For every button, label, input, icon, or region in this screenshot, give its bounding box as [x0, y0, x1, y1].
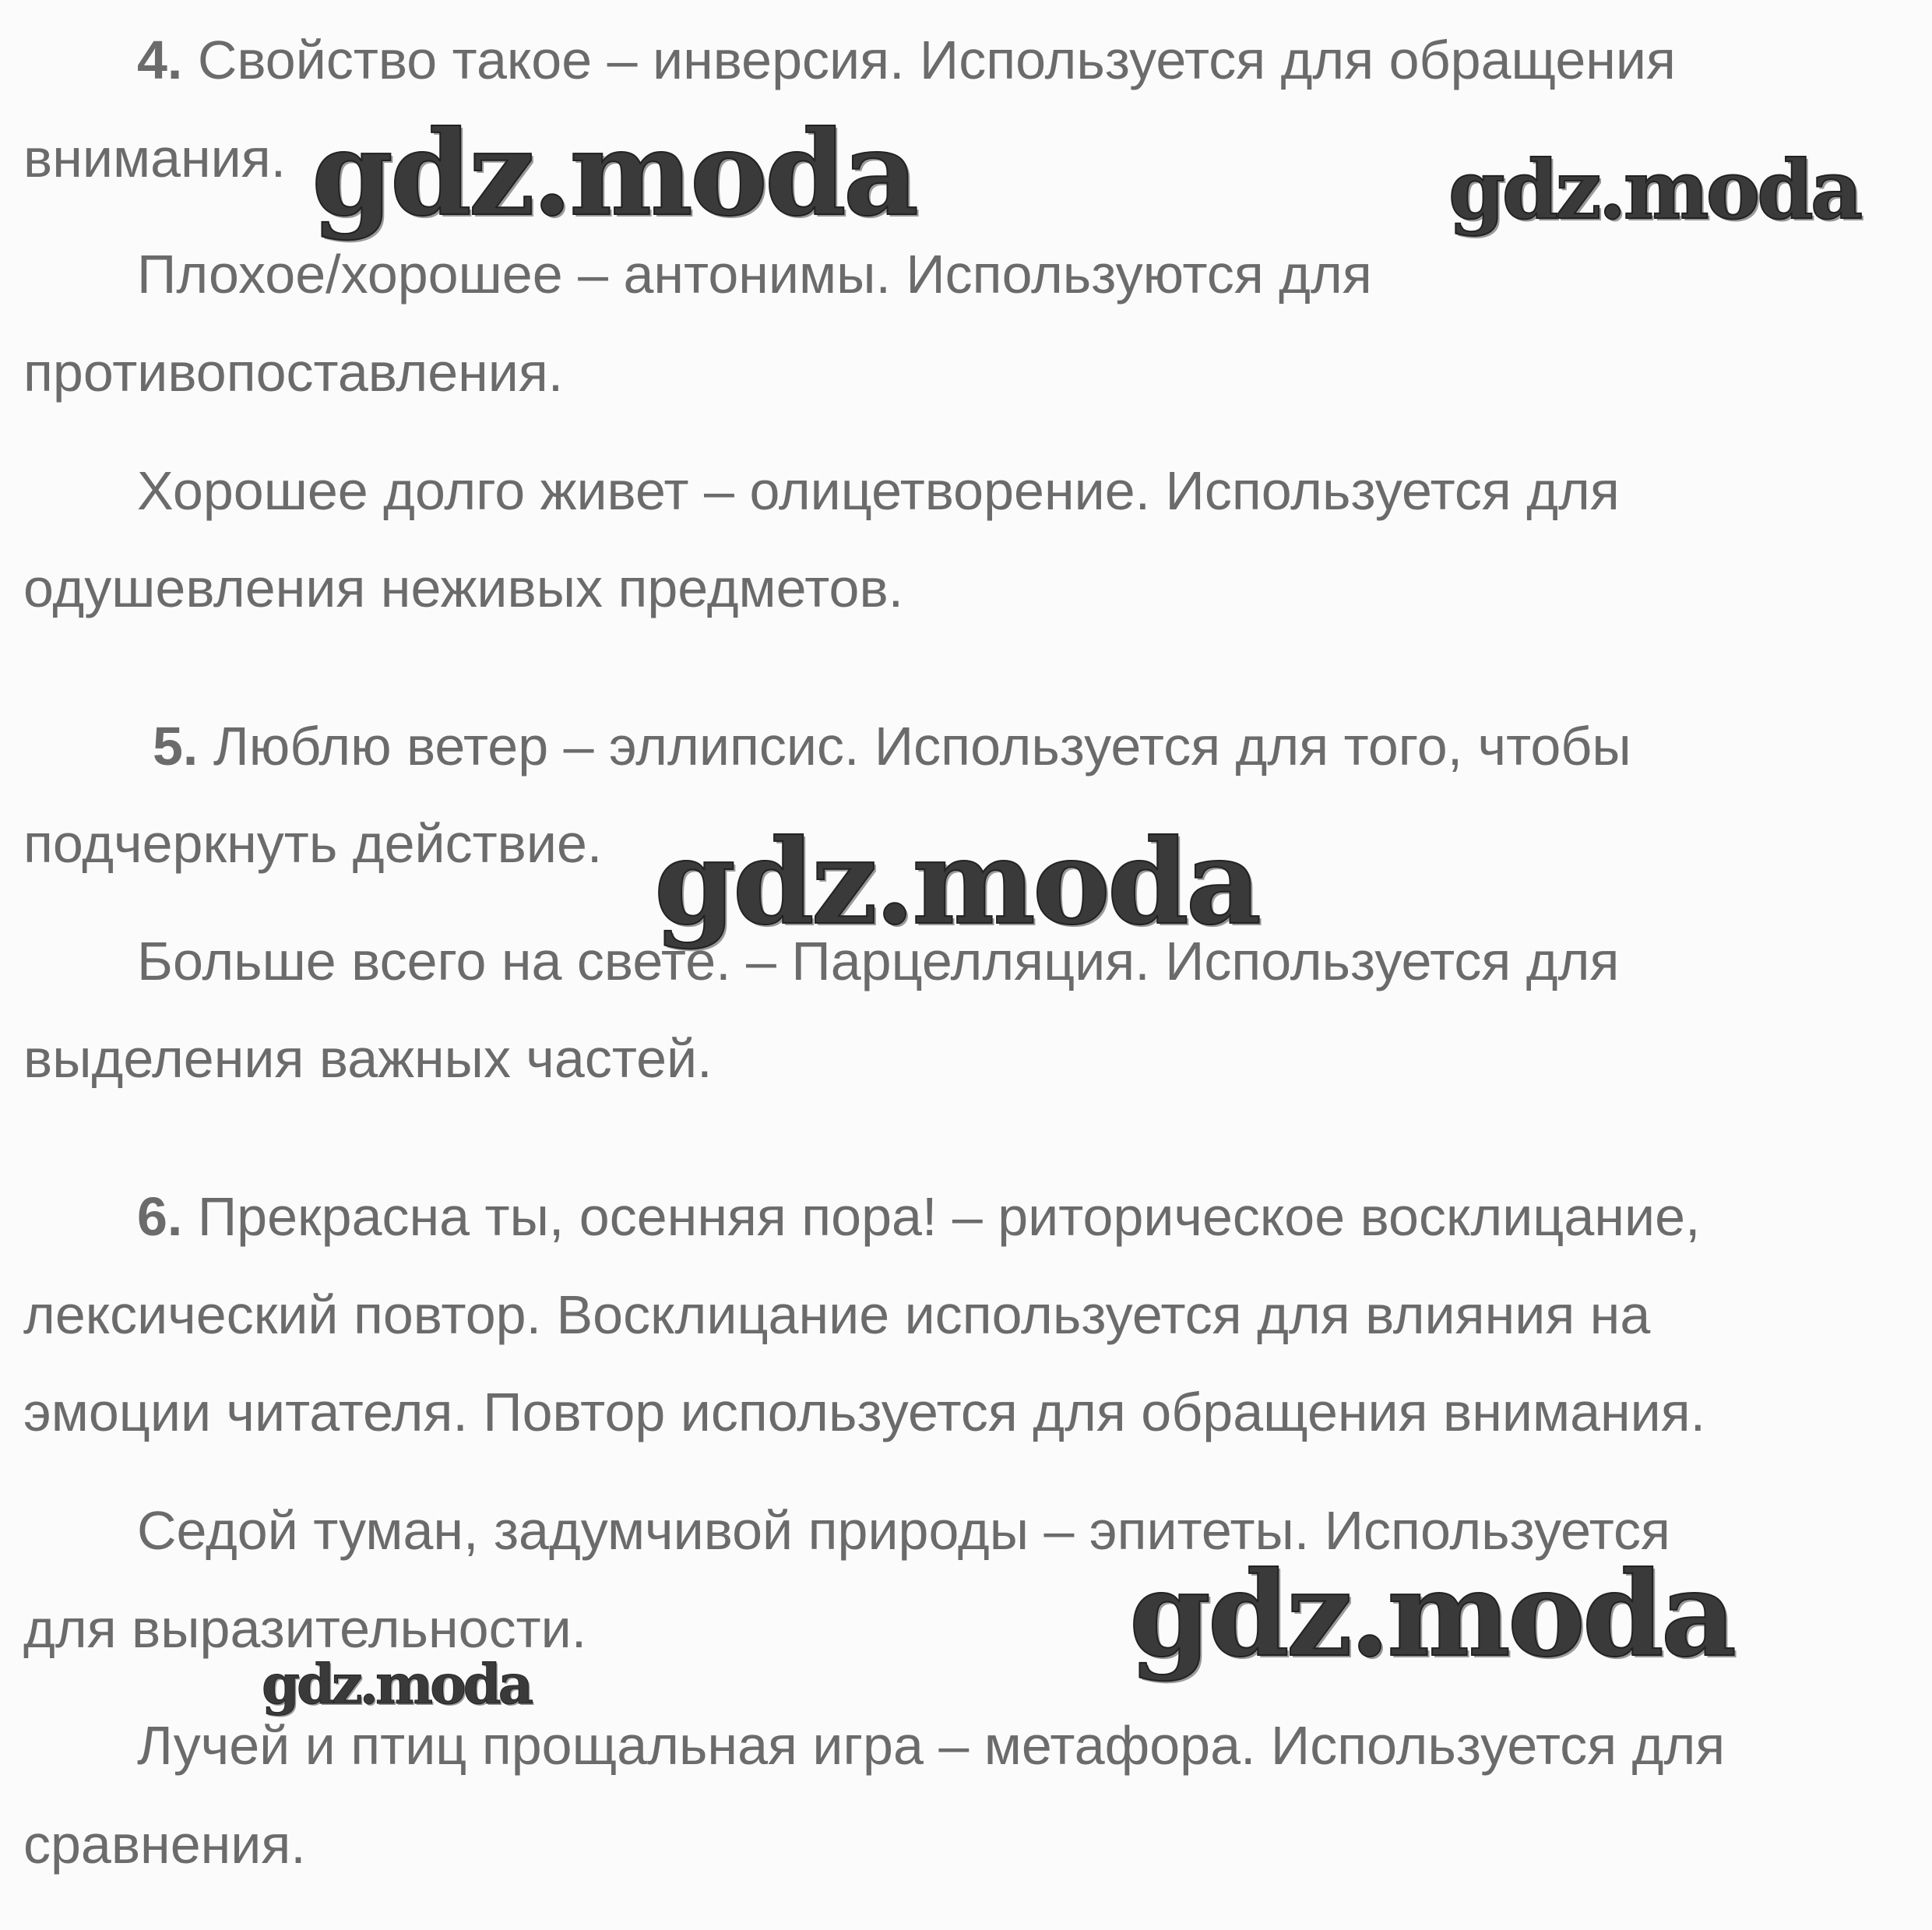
section-6-line-4: Седой туман, задумчивой природы – эпитеты. Используется — [137, 1500, 1670, 1561]
section-5-line-4: выделения важных частей. — [23, 1028, 713, 1089]
section-6-line-6: Лучей и птиц прощальная игра – метафора. Используется для — [137, 1715, 1726, 1776]
section-5-line-1 — [153, 715, 1631, 777]
section-5-line-2: подчеркнуть действие. — [23, 813, 603, 874]
section-5-number: 5. — [153, 716, 199, 777]
watermark-logo: gdz.moda — [262, 1652, 531, 1717]
section-4-line-4: противопоставления. — [23, 342, 564, 403]
section-4-line-3: Плохое/хорошее – антонимы. Используются для — [137, 244, 1372, 305]
watermark-logo: gdz.moda — [1129, 1546, 1734, 1683]
watermark-logo: gdz.moda — [654, 814, 1259, 951]
section-6-number: 6. — [137, 1186, 183, 1247]
section-4-line-1 — [137, 29, 1676, 91]
section-5-line-3: Больше всего на свете. – Парцелляция. Используется для — [137, 931, 1620, 991]
section-6-line-1 — [137, 1185, 1700, 1248]
section-4-line-5: Хорошее долго живет – олицетворение. Используется для — [137, 460, 1620, 521]
watermark-logo: gdz.moda — [311, 105, 917, 242]
section-6-line-7: сравнения. — [23, 1814, 306, 1875]
section-6-line-3: эмоции читателя. Повтор используется для обращения внимания. — [23, 1382, 1706, 1442]
section-4-line-2: внимания. — [23, 128, 287, 188]
section-6-line-5: для выразительности. — [23, 1598, 587, 1659]
section-6-line-2: лексический повтор. Восклицание используется для влияния на — [23, 1284, 1651, 1345]
section-4-line-6: одушевления неживых предметов. — [23, 558, 904, 618]
section-5-text: Люблю ветер – эллипсис. Используется для того, чтобы — [213, 716, 1631, 777]
watermark-logo: gdz.moda — [1448, 142, 1860, 238]
section-6-text: Прекрасна ты, осенняя пора! – риторическое восклицание, — [197, 1186, 1701, 1247]
section-4-number: 4. — [137, 30, 183, 90]
section-4-text: Свойство такое – инверсия. Используется для обращения — [197, 30, 1676, 90]
